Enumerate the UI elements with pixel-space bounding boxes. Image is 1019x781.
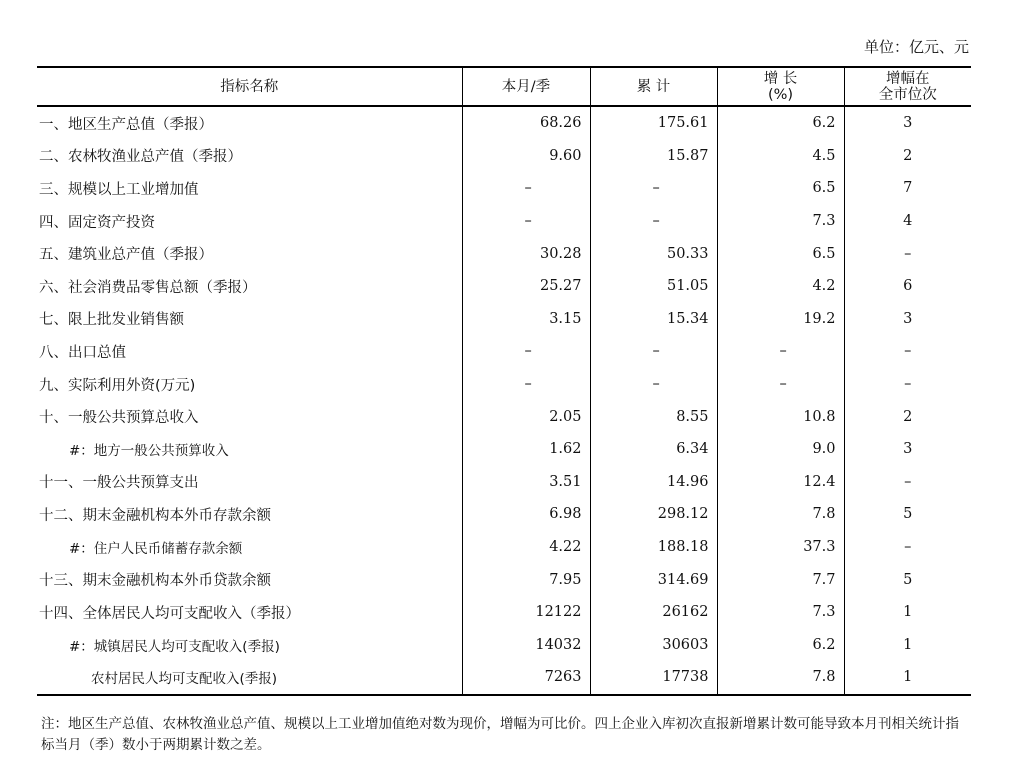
table-row xyxy=(37,596,971,629)
row-rank-value: – xyxy=(844,466,971,499)
row-name: #：住户人民币储蓄存款余额 xyxy=(69,541,243,558)
table-row xyxy=(37,270,971,303)
statistics-table xyxy=(37,66,971,696)
table-row xyxy=(37,237,971,270)
row-rank-value: 7 xyxy=(844,172,971,205)
table-row xyxy=(37,498,971,531)
row-rank-value: 6 xyxy=(844,270,971,303)
table-row xyxy=(37,368,971,401)
row-cumulative-value: – xyxy=(590,335,717,368)
row-month-value: 12122 xyxy=(462,596,590,629)
table-row xyxy=(37,205,971,238)
row-growth-value: – xyxy=(717,368,844,401)
row-growth-value: 6.5 xyxy=(717,237,844,270)
row-rank-value: 1 xyxy=(844,629,971,662)
row-month-value: 3.51 xyxy=(462,466,590,499)
table-row xyxy=(37,563,971,596)
header-growth-line2: (%) xyxy=(767,86,794,103)
row-growth-value: 10.8 xyxy=(717,400,844,433)
row-month-value: – xyxy=(462,368,590,401)
row-name: 十三、期末金融机构本外币贷款余额 xyxy=(39,573,271,590)
row-rank-value: 4 xyxy=(844,205,971,238)
row-rank-value: – xyxy=(844,335,971,368)
header-rank xyxy=(844,67,971,106)
row-cumulative-value: 15.34 xyxy=(590,303,717,336)
row-rank-value: 3 xyxy=(844,433,971,466)
row-month-value: 2.05 xyxy=(462,400,590,433)
header-rank-line2: 全市位次 xyxy=(878,86,937,103)
unit-label: 单位：亿元、元 xyxy=(863,38,969,56)
row-growth-value: 7.8 xyxy=(717,661,844,695)
table-row xyxy=(37,335,971,368)
row-month-value: 30.28 xyxy=(462,237,590,270)
row-name: 一、地区生产总值（季报） xyxy=(39,116,213,133)
row-month-value: – xyxy=(462,172,590,205)
row-name: #：地方一般公共预算收入 xyxy=(69,443,229,460)
row-cumulative-value: 188.18 xyxy=(590,531,717,564)
header-month: 本月/季 xyxy=(462,67,590,106)
row-name: 九、实际利用外资(万元) xyxy=(39,377,196,394)
table-row xyxy=(37,661,971,695)
row-month-value: 9.60 xyxy=(462,140,590,173)
table-header-row xyxy=(37,67,971,106)
row-month-value: 7263 xyxy=(462,661,590,695)
row-rank-value: 3 xyxy=(844,106,971,140)
row-growth-value: 7.8 xyxy=(717,498,844,531)
table-row xyxy=(37,106,971,140)
row-growth-value: 4.2 xyxy=(717,270,844,303)
row-name: 十一、一般公共预算支出 xyxy=(39,475,199,492)
row-cumulative-value: 30603 xyxy=(590,629,717,662)
row-name: 五、建筑业总产值（季报） xyxy=(39,247,213,264)
row-cumulative-value: 8.55 xyxy=(590,400,717,433)
row-name: 二、农林牧渔业总产值（季报） xyxy=(39,149,242,166)
table-row xyxy=(37,531,971,564)
header-cumulative: 累 计 xyxy=(590,67,717,106)
row-growth-value: 4.5 xyxy=(717,140,844,173)
row-cumulative-value: 6.34 xyxy=(590,433,717,466)
row-rank-value: 1 xyxy=(844,661,971,695)
header-growth-line1: 增 长 xyxy=(763,70,798,87)
row-rank-value: – xyxy=(844,531,971,564)
table-row xyxy=(37,629,971,662)
row-name: 十四、全体居民人均可支配收入（季报） xyxy=(39,605,300,622)
row-growth-value: 6.5 xyxy=(717,172,844,205)
row-month-value: 7.95 xyxy=(462,563,590,596)
row-rank-value: – xyxy=(844,368,971,401)
row-rank-value: 1 xyxy=(844,596,971,629)
row-growth-value: 19.2 xyxy=(717,303,844,336)
row-cumulative-value: – xyxy=(590,205,717,238)
table-row xyxy=(37,303,971,336)
row-cumulative-value: 298.12 xyxy=(590,498,717,531)
row-rank-value: 5 xyxy=(844,498,971,531)
row-cumulative-value: 50.33 xyxy=(590,237,717,270)
row-name: 三、规模以上工业增加值 xyxy=(39,181,199,198)
row-month-value: 14032 xyxy=(462,629,590,662)
row-growth-value: 6.2 xyxy=(717,629,844,662)
row-growth-value: 6.2 xyxy=(717,106,844,140)
table-row xyxy=(37,433,971,466)
header-name: 指标名称 xyxy=(37,67,462,106)
row-name: 七、限上批发业销售额 xyxy=(39,312,184,329)
row-name: 十、一般公共预算总收入 xyxy=(39,410,199,427)
row-rank-value: 2 xyxy=(844,140,971,173)
row-cumulative-value: 314.69 xyxy=(590,563,717,596)
row-rank-value: 3 xyxy=(844,303,971,336)
row-growth-value: 7.7 xyxy=(717,563,844,596)
table-row xyxy=(37,172,971,205)
row-growth-value: 7.3 xyxy=(717,205,844,238)
footnote: 注：地区生产总值、农林牧渔业总产值、规模以上工业增加值绝对数为现价，增幅为可比价。四上企业入库初次直报新增累计数可能导致本月刊相关统计指标当月（季）数小于两期累计数之差。 xyxy=(41,716,959,753)
table-row xyxy=(37,400,971,433)
table-row xyxy=(37,140,971,173)
row-rank-value: – xyxy=(844,237,971,270)
row-rank-value: 2 xyxy=(844,400,971,433)
row-cumulative-value: 26162 xyxy=(590,596,717,629)
row-month-value: 6.98 xyxy=(462,498,590,531)
row-month-value: 1.62 xyxy=(462,433,590,466)
row-cumulative-value: – xyxy=(590,172,717,205)
row-cumulative-value: – xyxy=(590,368,717,401)
row-cumulative-value: 51.05 xyxy=(590,270,717,303)
row-month-value: 3.15 xyxy=(462,303,590,336)
row-growth-value: – xyxy=(717,335,844,368)
row-name: 农村居民人均可支配收入(季报) xyxy=(37,661,462,695)
row-name: 十二、期末金融机构本外币存款余额 xyxy=(39,507,271,524)
header-growth xyxy=(717,67,844,106)
row-growth-value: 12.4 xyxy=(717,466,844,499)
row-month-value: 68.26 xyxy=(462,106,590,140)
row-name: 八、出口总值 xyxy=(39,344,126,361)
row-cumulative-value: 17738 xyxy=(590,661,717,695)
row-month-value: 25.27 xyxy=(462,270,590,303)
row-growth-value: 7.3 xyxy=(717,596,844,629)
row-rank-value: 5 xyxy=(844,563,971,596)
row-month-value: 4.22 xyxy=(462,531,590,564)
row-name: 六、社会消费品零售总额（季报） xyxy=(39,279,257,296)
header-rank-line1: 增幅在 xyxy=(886,70,930,87)
table-row xyxy=(37,466,971,499)
row-name: #：城镇居民人均可支配收入(季报) xyxy=(69,638,280,655)
row-cumulative-value: 175.61 xyxy=(590,106,717,140)
row-cumulative-value: 15.87 xyxy=(590,140,717,173)
row-cumulative-value: 14.96 xyxy=(590,466,717,499)
row-growth-value: 9.0 xyxy=(717,433,844,466)
row-name: 四、固定资产投资 xyxy=(39,214,155,231)
row-month-value: – xyxy=(462,335,590,368)
row-month-value: – xyxy=(462,205,590,238)
row-growth-value: 37.3 xyxy=(717,531,844,564)
